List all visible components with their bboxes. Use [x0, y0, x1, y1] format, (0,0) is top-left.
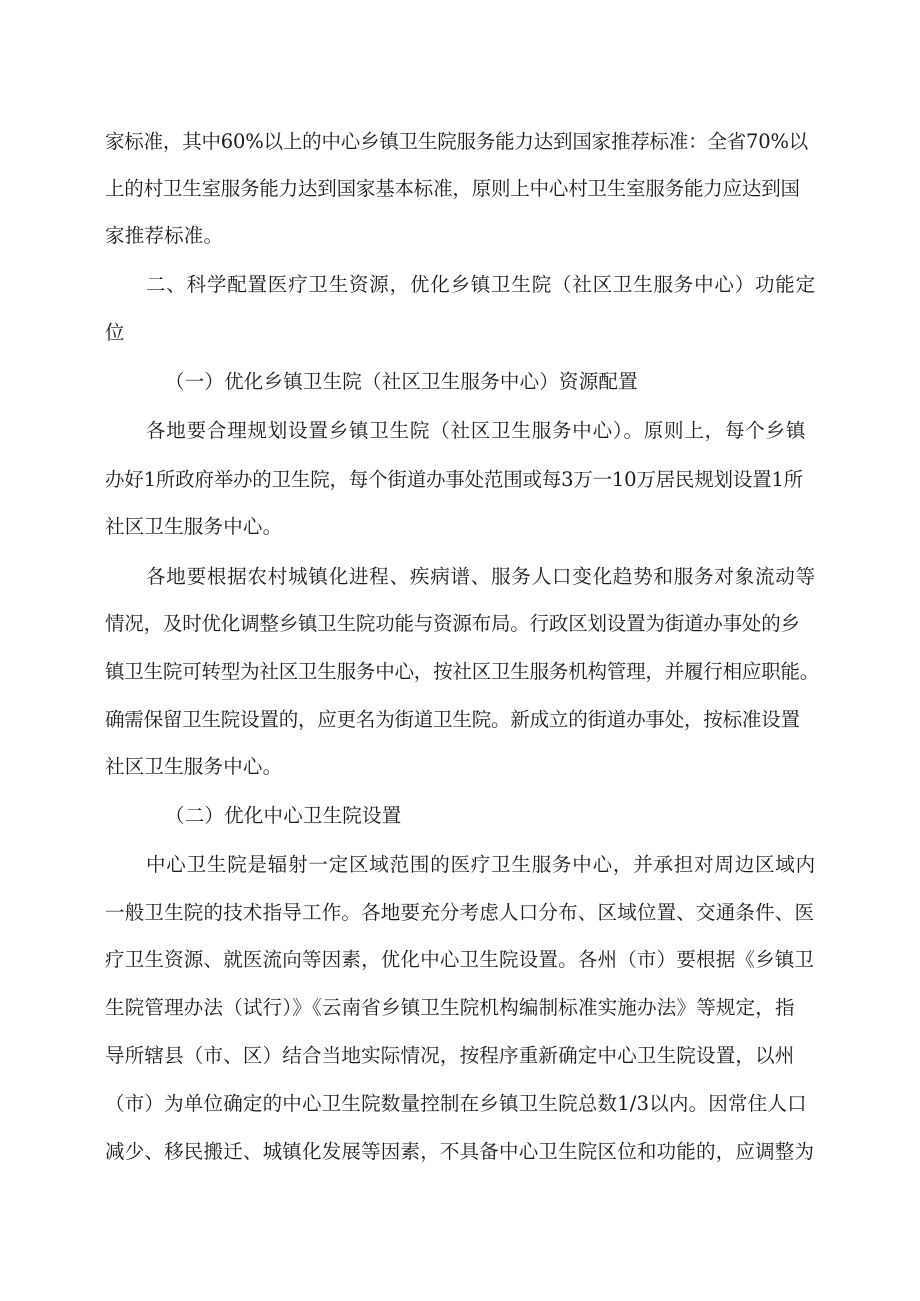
text-line: 上的村卫生室服务能力达到国家基本标准，原则上中心村卫生室服务能力应达到国: [105, 177, 800, 200]
text-line: 办好1所政府举办的卫生院，每个街道办事处范围或每3万一10万居民规划设置1所: [105, 468, 803, 491]
section-heading: 二、科学配置医疗卫生资源，优化乡镇卫生院（社区卫生服务中心）功能定: [146, 273, 816, 296]
text-line: 各地要根据农村城镇化进程、疾病谱、服务人口变化趋势和服务对象流动等: [146, 565, 816, 588]
text-line: 各地要合理规划设置乡镇卫生院（社区卫生服务中心）。原则上，每个乡镇: [146, 419, 807, 442]
text-line: 家标准，其中60%以上的中心乡镇卫生院服务能力达到国家推荐标准：全省70%以: [105, 130, 809, 153]
text-line: 中心卫生院是辐射一定区域范围的医疗卫生服务中心，并承担对周边区域内: [146, 853, 816, 876]
text-line: 一般卫生院的技术指导工作。各地要充分考虑人口分布、区域位置、交通条件、医: [105, 901, 815, 924]
subsection-heading: （一）优化乡镇卫生院（社区卫生服务中心）资源配置: [165, 370, 638, 393]
text-line: 家推荐标准。: [105, 224, 224, 247]
subsection-heading: （二）优化中心卫生院设置: [165, 804, 402, 827]
text-line: （市）为单位确定的中心卫生院数量控制在乡镇卫生院总数1/3以内。因常住人口: [105, 1092, 807, 1115]
text-line: 社区卫生服务中心。: [105, 755, 283, 778]
text-line: 镇卫生院可转型为社区卫生服务中心，按社区卫生服务机构管理，并履行相应职能。: [105, 660, 820, 683]
text-line: 情况，及时优化调整乡镇卫生院功能与资源布局。行政区划设置为街道办事处的乡: [105, 612, 800, 635]
text-line: 导所辖县（市、区）结合当地实际情况，按程序重新确定中心卫生院设置，以州: [105, 1044, 795, 1067]
text-line: 确需保留卫生院设置的，应更名为街道卫生院。新成立的街道办事处，按标准设置: [105, 708, 800, 731]
text-line: 社区卫生服务中心。: [105, 515, 283, 538]
text-line: 疗卫生资源、就医流向等因素，优化中心卫生院设置。各州（市）要根据《乡镇卫: [105, 948, 815, 971]
text-line: 减少、移民搬迁、城镇化发展等因素，不具备中心卫生院区位和功能的，应调整为: [105, 1140, 815, 1163]
section-heading: 位: [105, 321, 125, 344]
text-line: 生院管理办法（试行）》《云南省乡镇卫生院机构编制标准实施办法》等规定，指: [105, 996, 795, 1019]
